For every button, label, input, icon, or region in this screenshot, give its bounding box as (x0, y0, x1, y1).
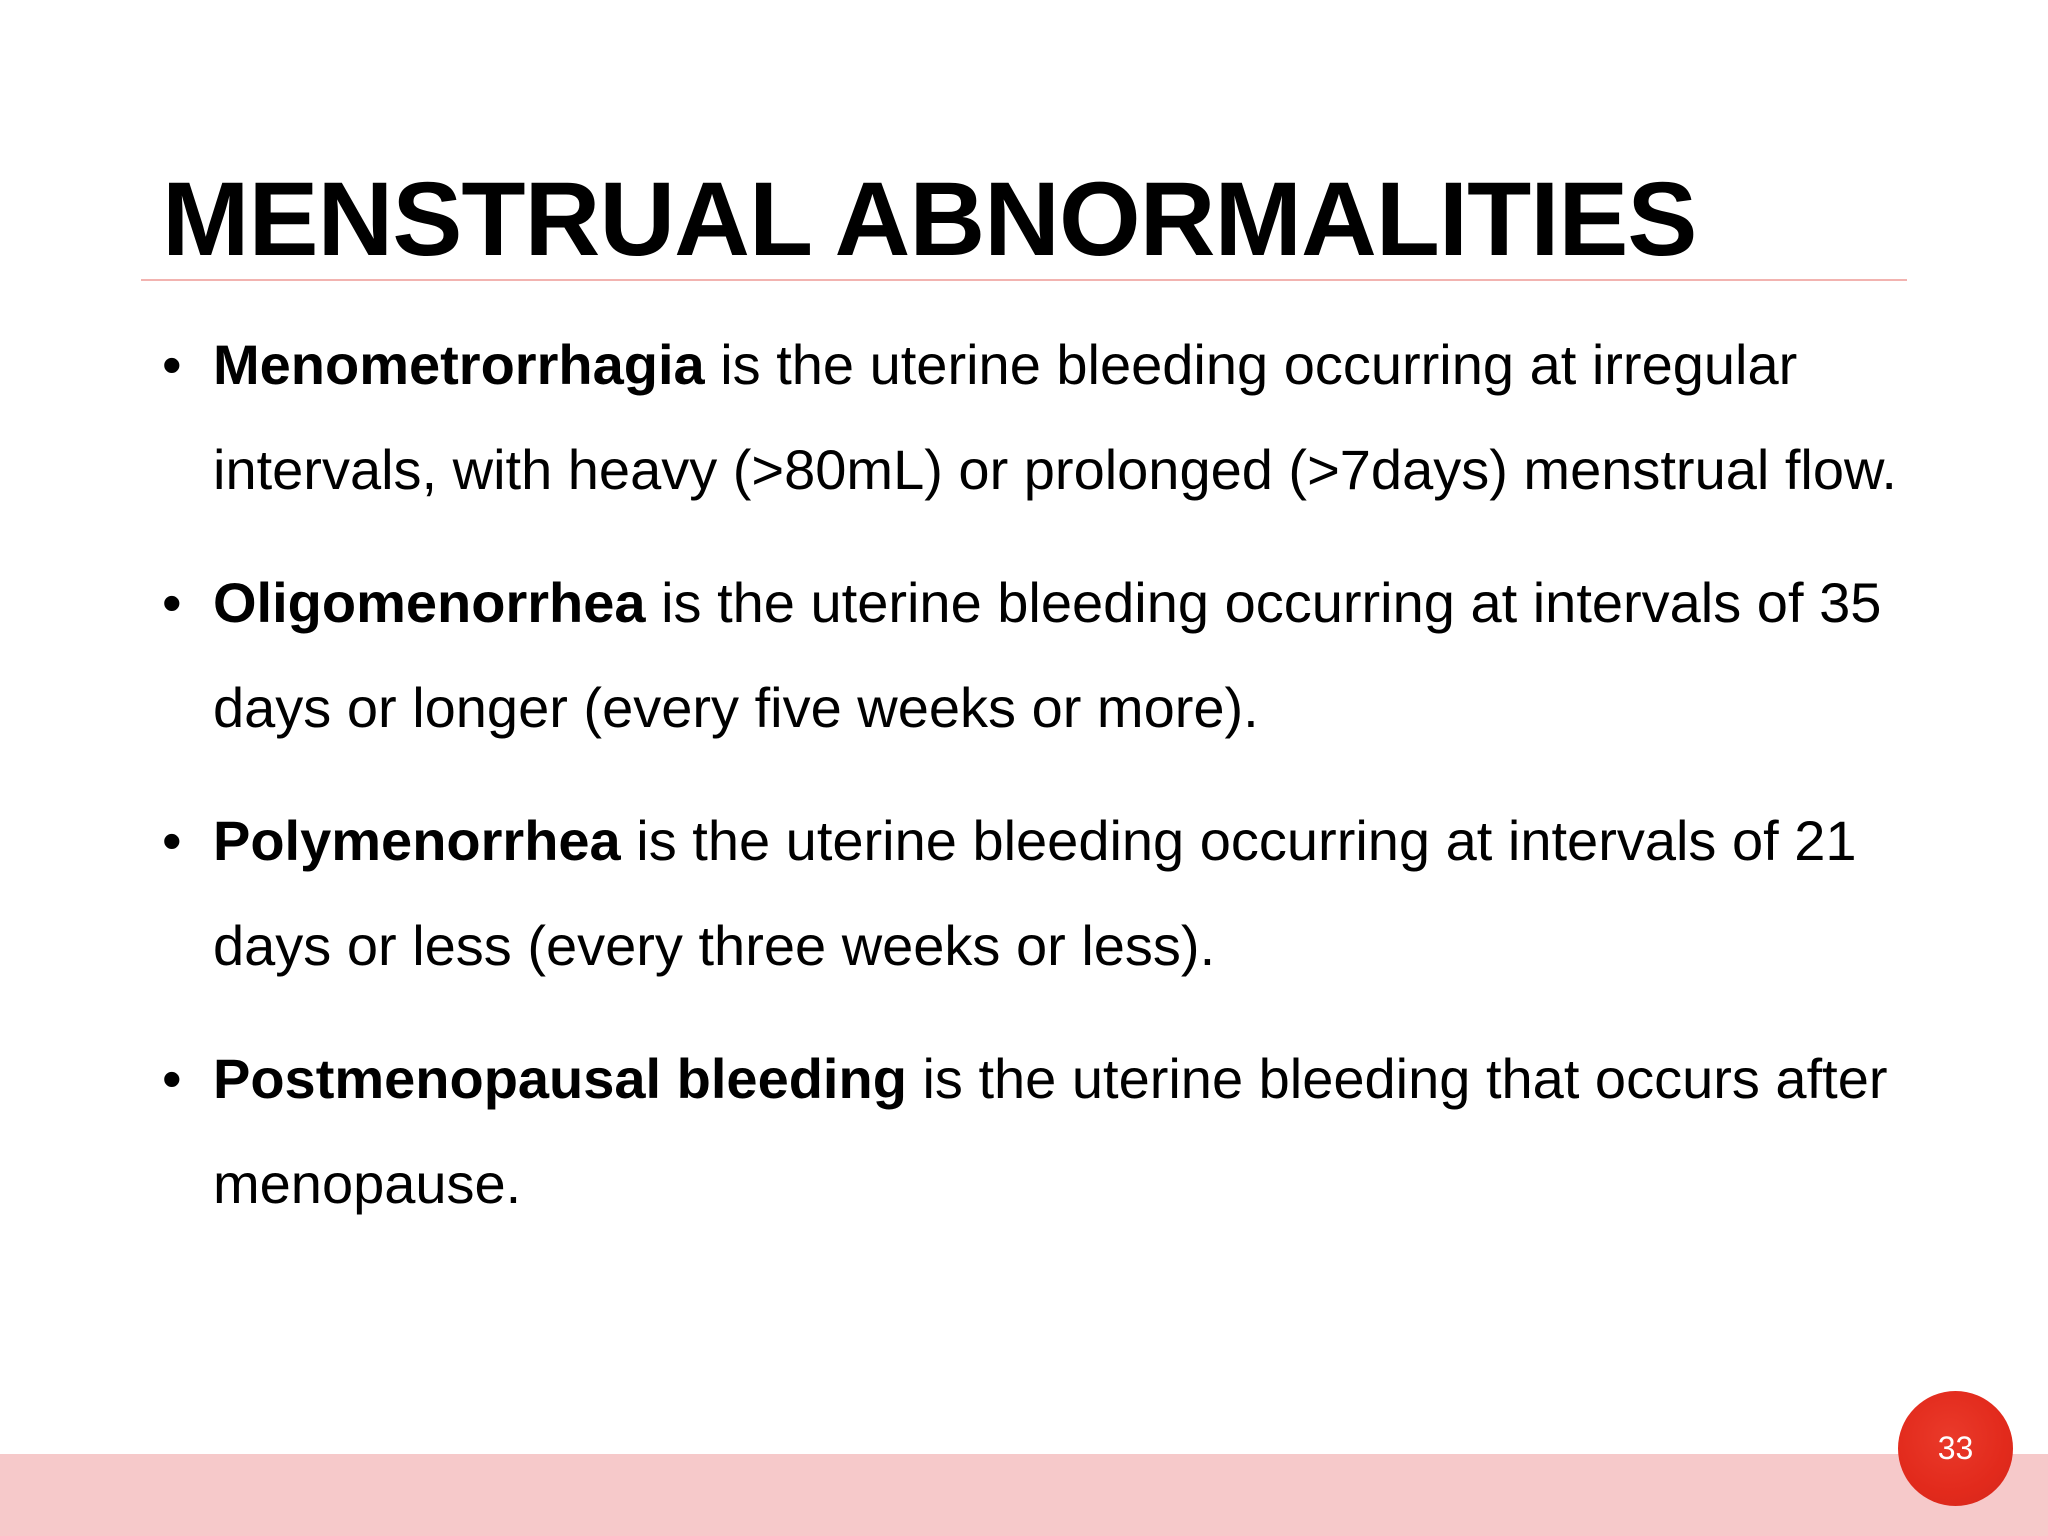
bullet-icon: • (162, 333, 182, 396)
list-item (162, 788, 1922, 998)
slide-title: MENSTRUAL ABNORMALITIES (162, 161, 1697, 278)
bullet-icon: • (162, 809, 182, 872)
title-divider (141, 279, 1907, 281)
term-menometrorrhagia: Menometrorrhagia (213, 333, 705, 396)
list-item (162, 1026, 1922, 1236)
bullet-icon: • (162, 571, 182, 634)
term-polymenorrhea: Polymenorrhea (213, 809, 621, 872)
list-item (162, 312, 1922, 522)
bullet-list (162, 312, 1922, 1264)
list-item (162, 550, 1922, 760)
term-oligomenorrhea: Oligomenorrhea (213, 571, 646, 634)
bullet-icon: • (162, 1047, 182, 1110)
definition-postmenopausal-bleeding: is the uterine bleeding that occurs after menopause. (213, 1047, 1888, 1215)
definition-polymenorrhea: is the uterine bleeding occurring at intervals of 21 days or less (every three weeks or less). (213, 809, 1857, 977)
term-postmenopausal-bleeding: Postmenopausal bleeding (213, 1047, 907, 1110)
definition-menometrorrhagia: is the uterine bleeding occurring at irregular intervals, with heavy (>80mL) or prolonged (>7days) menstrual flow. (213, 333, 1897, 501)
page-number-badge: 33 (1898, 1391, 2013, 1506)
footer-band (0, 1454, 2048, 1536)
definition-oligomenorrhea: is the uterine bleeding occurring at intervals of 35 days or longer (every five weeks or more). (213, 571, 1882, 739)
